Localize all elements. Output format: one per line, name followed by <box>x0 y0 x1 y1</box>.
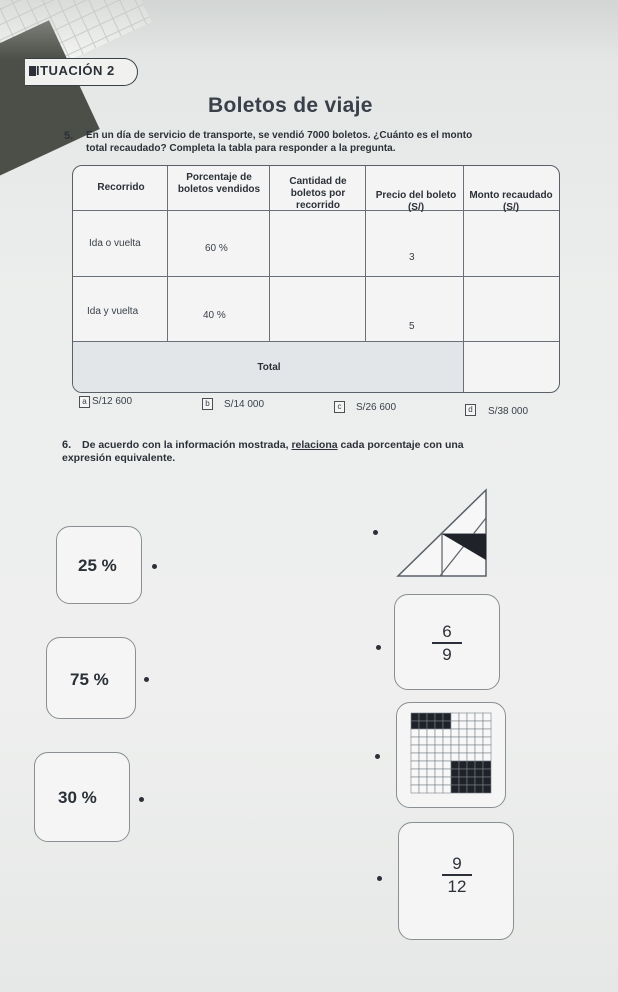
grid-cell-shaded <box>467 761 475 769</box>
grid-cell <box>427 785 435 793</box>
grid-cell <box>467 745 475 753</box>
question-6-text-end: cada porcentaje con una <box>337 439 464 451</box>
grid-cell-shaded <box>427 721 435 729</box>
page-title: Boletos de viaje <box>208 94 373 117</box>
grid-cell-shaded <box>475 777 483 785</box>
table-row-divider <box>73 276 559 277</box>
grid-cell <box>435 769 443 777</box>
grid-cell <box>435 777 443 785</box>
grid-cell-shaded <box>451 769 459 777</box>
question-5-number: 5. <box>64 130 74 142</box>
option-a-letter[interactable]: a <box>79 396 90 408</box>
grid-cell <box>483 753 491 761</box>
grid-cell-shaded <box>419 713 427 721</box>
grid-cell <box>459 745 467 753</box>
grid-cell <box>451 729 459 737</box>
grid-cell-shaded <box>459 777 467 785</box>
match-dot-30[interactable] <box>139 797 144 802</box>
grid-cell-shaded <box>483 761 491 769</box>
grid-cell <box>411 761 419 769</box>
row-1-porcentaje: 60 % <box>205 243 228 254</box>
match-dot-grid[interactable] <box>375 754 380 759</box>
grid-cell <box>427 745 435 753</box>
fraction-6-9 <box>432 622 462 664</box>
percent-label: 30 % <box>58 788 97 807</box>
question-6-line-2: expresión equivalente. <box>62 452 176 464</box>
row-2-porcentaje: 40 % <box>203 310 226 321</box>
revenue-table <box>72 165 560 393</box>
grid-cell <box>443 753 451 761</box>
table-col-divider <box>365 166 366 341</box>
grid-cell <box>483 713 491 721</box>
header-porcentaje: Porcentaje de boletos vendidos <box>177 172 261 195</box>
grid-cell <box>451 713 459 721</box>
match-dot-9-12[interactable] <box>377 876 382 881</box>
grid-cell-shaded <box>451 761 459 769</box>
grid-cell <box>435 761 443 769</box>
fraction-bar <box>442 874 472 876</box>
grid-cell-shaded <box>411 713 419 721</box>
grid-cell <box>451 737 459 745</box>
grid-cell <box>467 753 475 761</box>
grid-cell <box>475 729 483 737</box>
fraction-denominator: 9 <box>442 644 452 664</box>
header-precio: Precio del boleto (S/) <box>375 190 457 213</box>
grid-cell-shaded <box>451 777 459 785</box>
grid-cell-shaded <box>467 777 475 785</box>
match-dot-triangle[interactable] <box>373 530 378 535</box>
grid-cell-shaded <box>451 785 459 793</box>
grid-cell-shaded <box>443 721 451 729</box>
table-col-divider <box>167 166 168 341</box>
grid-cell <box>427 769 435 777</box>
grid-cell <box>427 729 435 737</box>
question-6-number: 6. <box>62 439 72 451</box>
match-dot-75[interactable] <box>144 677 149 682</box>
grid-cell <box>475 713 483 721</box>
header-cantidad: Cantidad de boletos por recorrido <box>289 176 347 211</box>
grid-cell <box>443 785 451 793</box>
grid-figure <box>410 712 492 796</box>
fraction-numerator: 6 <box>442 622 452 641</box>
grid-cell <box>411 785 419 793</box>
grid-cell-shaded <box>427 713 435 721</box>
fraction-9-12 <box>442 854 472 896</box>
header-recorrido: Recorrido <box>97 182 145 193</box>
situation-initial-mark <box>29 66 36 76</box>
grid-cell <box>451 721 459 729</box>
grid-cell <box>451 745 459 753</box>
grid-cell-shaded <box>467 769 475 777</box>
grid-cell <box>419 785 427 793</box>
grid-cell <box>411 729 419 737</box>
grid-cell <box>459 737 467 745</box>
grid-cell-shaded <box>483 785 491 793</box>
grid-cell <box>483 745 491 753</box>
option-d-letter[interactable]: d <box>465 404 476 416</box>
grid-cell <box>443 769 451 777</box>
grid-cell <box>467 729 475 737</box>
option-a-text: S/12 600 <box>92 396 133 407</box>
grid-cell <box>443 745 451 753</box>
situation-label: ITUACIÓN 2 <box>36 63 115 78</box>
grid-cell <box>483 737 491 745</box>
row-2-recorrido: Ida y vuelta <box>87 306 139 317</box>
percent-label: 75 % <box>70 670 109 689</box>
grid-cell-shaded <box>435 713 443 721</box>
option-b-text: S/14 000 <box>224 399 265 410</box>
grid-cell <box>435 745 443 753</box>
grid-cell <box>419 737 427 745</box>
grid-cell <box>459 713 467 721</box>
question-6-line-1 <box>82 439 464 451</box>
grid-cell <box>411 737 419 745</box>
total-label: Total <box>257 362 281 373</box>
table-col-divider <box>463 166 464 392</box>
grid-cell <box>443 737 451 745</box>
option-d-text: S/38 000 <box>488 406 529 417</box>
grid-cell <box>459 753 467 761</box>
option-b-letter[interactable]: b <box>202 398 213 410</box>
percent-label: 25 % <box>78 556 117 575</box>
fraction-numerator: 9 <box>452 854 462 873</box>
grid-cell <box>459 721 467 729</box>
grid-cell <box>475 745 483 753</box>
grid-cell <box>411 745 419 753</box>
grid-cell <box>419 777 427 785</box>
option-c-text: S/26 600 <box>356 402 397 413</box>
grid-cell <box>419 729 427 737</box>
grid-cell-shaded <box>475 769 483 777</box>
grid-cell <box>451 753 459 761</box>
grid-cell-shaded <box>475 761 483 769</box>
table-row-divider <box>73 341 559 342</box>
table-col-divider <box>269 166 270 341</box>
triangle-figure[interactable] <box>396 488 488 578</box>
grid-cell-shaded <box>435 721 443 729</box>
question-6-text: De acuerdo con la información mostrada, <box>82 439 292 451</box>
question-6-emphasis: relaciona <box>291 439 338 451</box>
grid-cell <box>443 777 451 785</box>
grid-cell <box>435 729 443 737</box>
question-5-line-1: En un día de servicio de transporte, se vendió 7000 boletos. ¿Cuánto es el monto <box>86 130 473 141</box>
match-dot-6-9[interactable] <box>376 645 381 650</box>
grid-cell <box>419 769 427 777</box>
grid-cell <box>467 721 475 729</box>
grid-cell <box>419 745 427 753</box>
row-1-precio: 3 <box>409 252 415 263</box>
grid-cell <box>483 729 491 737</box>
grid-cell-shaded <box>483 777 491 785</box>
grid-cell <box>427 777 435 785</box>
grid-cell <box>483 721 491 729</box>
grid-cell <box>411 769 419 777</box>
grid-cell-shaded <box>483 769 491 777</box>
grid-cell-shaded <box>419 721 427 729</box>
grid-cell <box>435 785 443 793</box>
grid-cell-shaded <box>459 769 467 777</box>
header-monto: Monto recaudado (S/) <box>469 190 553 213</box>
grid-cell-shaded <box>443 713 451 721</box>
grid-cell-shaded <box>459 785 467 793</box>
grid-cell-shaded <box>475 785 483 793</box>
grid-cell <box>443 761 451 769</box>
match-dot-25[interactable] <box>152 564 157 569</box>
grid-cell <box>427 737 435 745</box>
grid-cell <box>459 729 467 737</box>
grid-cell <box>467 713 475 721</box>
grid-cell <box>419 761 427 769</box>
grid-cell <box>419 753 427 761</box>
grid-cell-shaded <box>459 761 467 769</box>
top-shadow <box>0 0 618 60</box>
grid-cell <box>475 721 483 729</box>
grid-cell <box>435 737 443 745</box>
grid-cell <box>443 729 451 737</box>
grid-cell <box>435 753 443 761</box>
grid-cell <box>411 777 419 785</box>
grid-cell-shaded <box>467 785 475 793</box>
row-1-recorrido: Ida o vuelta <box>89 238 141 249</box>
grid-cell <box>467 737 475 745</box>
grid-cell <box>475 753 483 761</box>
grid-cell <box>475 737 483 745</box>
grid-cell-shaded <box>411 721 419 729</box>
grid-cell <box>411 753 419 761</box>
fraction-denominator: 12 <box>447 876 467 896</box>
fraction-bar <box>432 642 462 644</box>
question-5-line-2: total recaudado? Completa la tabla para responder a la pregunta. <box>86 143 396 154</box>
grid-cell <box>427 753 435 761</box>
option-c-letter[interactable]: c <box>334 401 345 413</box>
row-2-precio: 5 <box>409 321 415 332</box>
grid-cell <box>427 761 435 769</box>
